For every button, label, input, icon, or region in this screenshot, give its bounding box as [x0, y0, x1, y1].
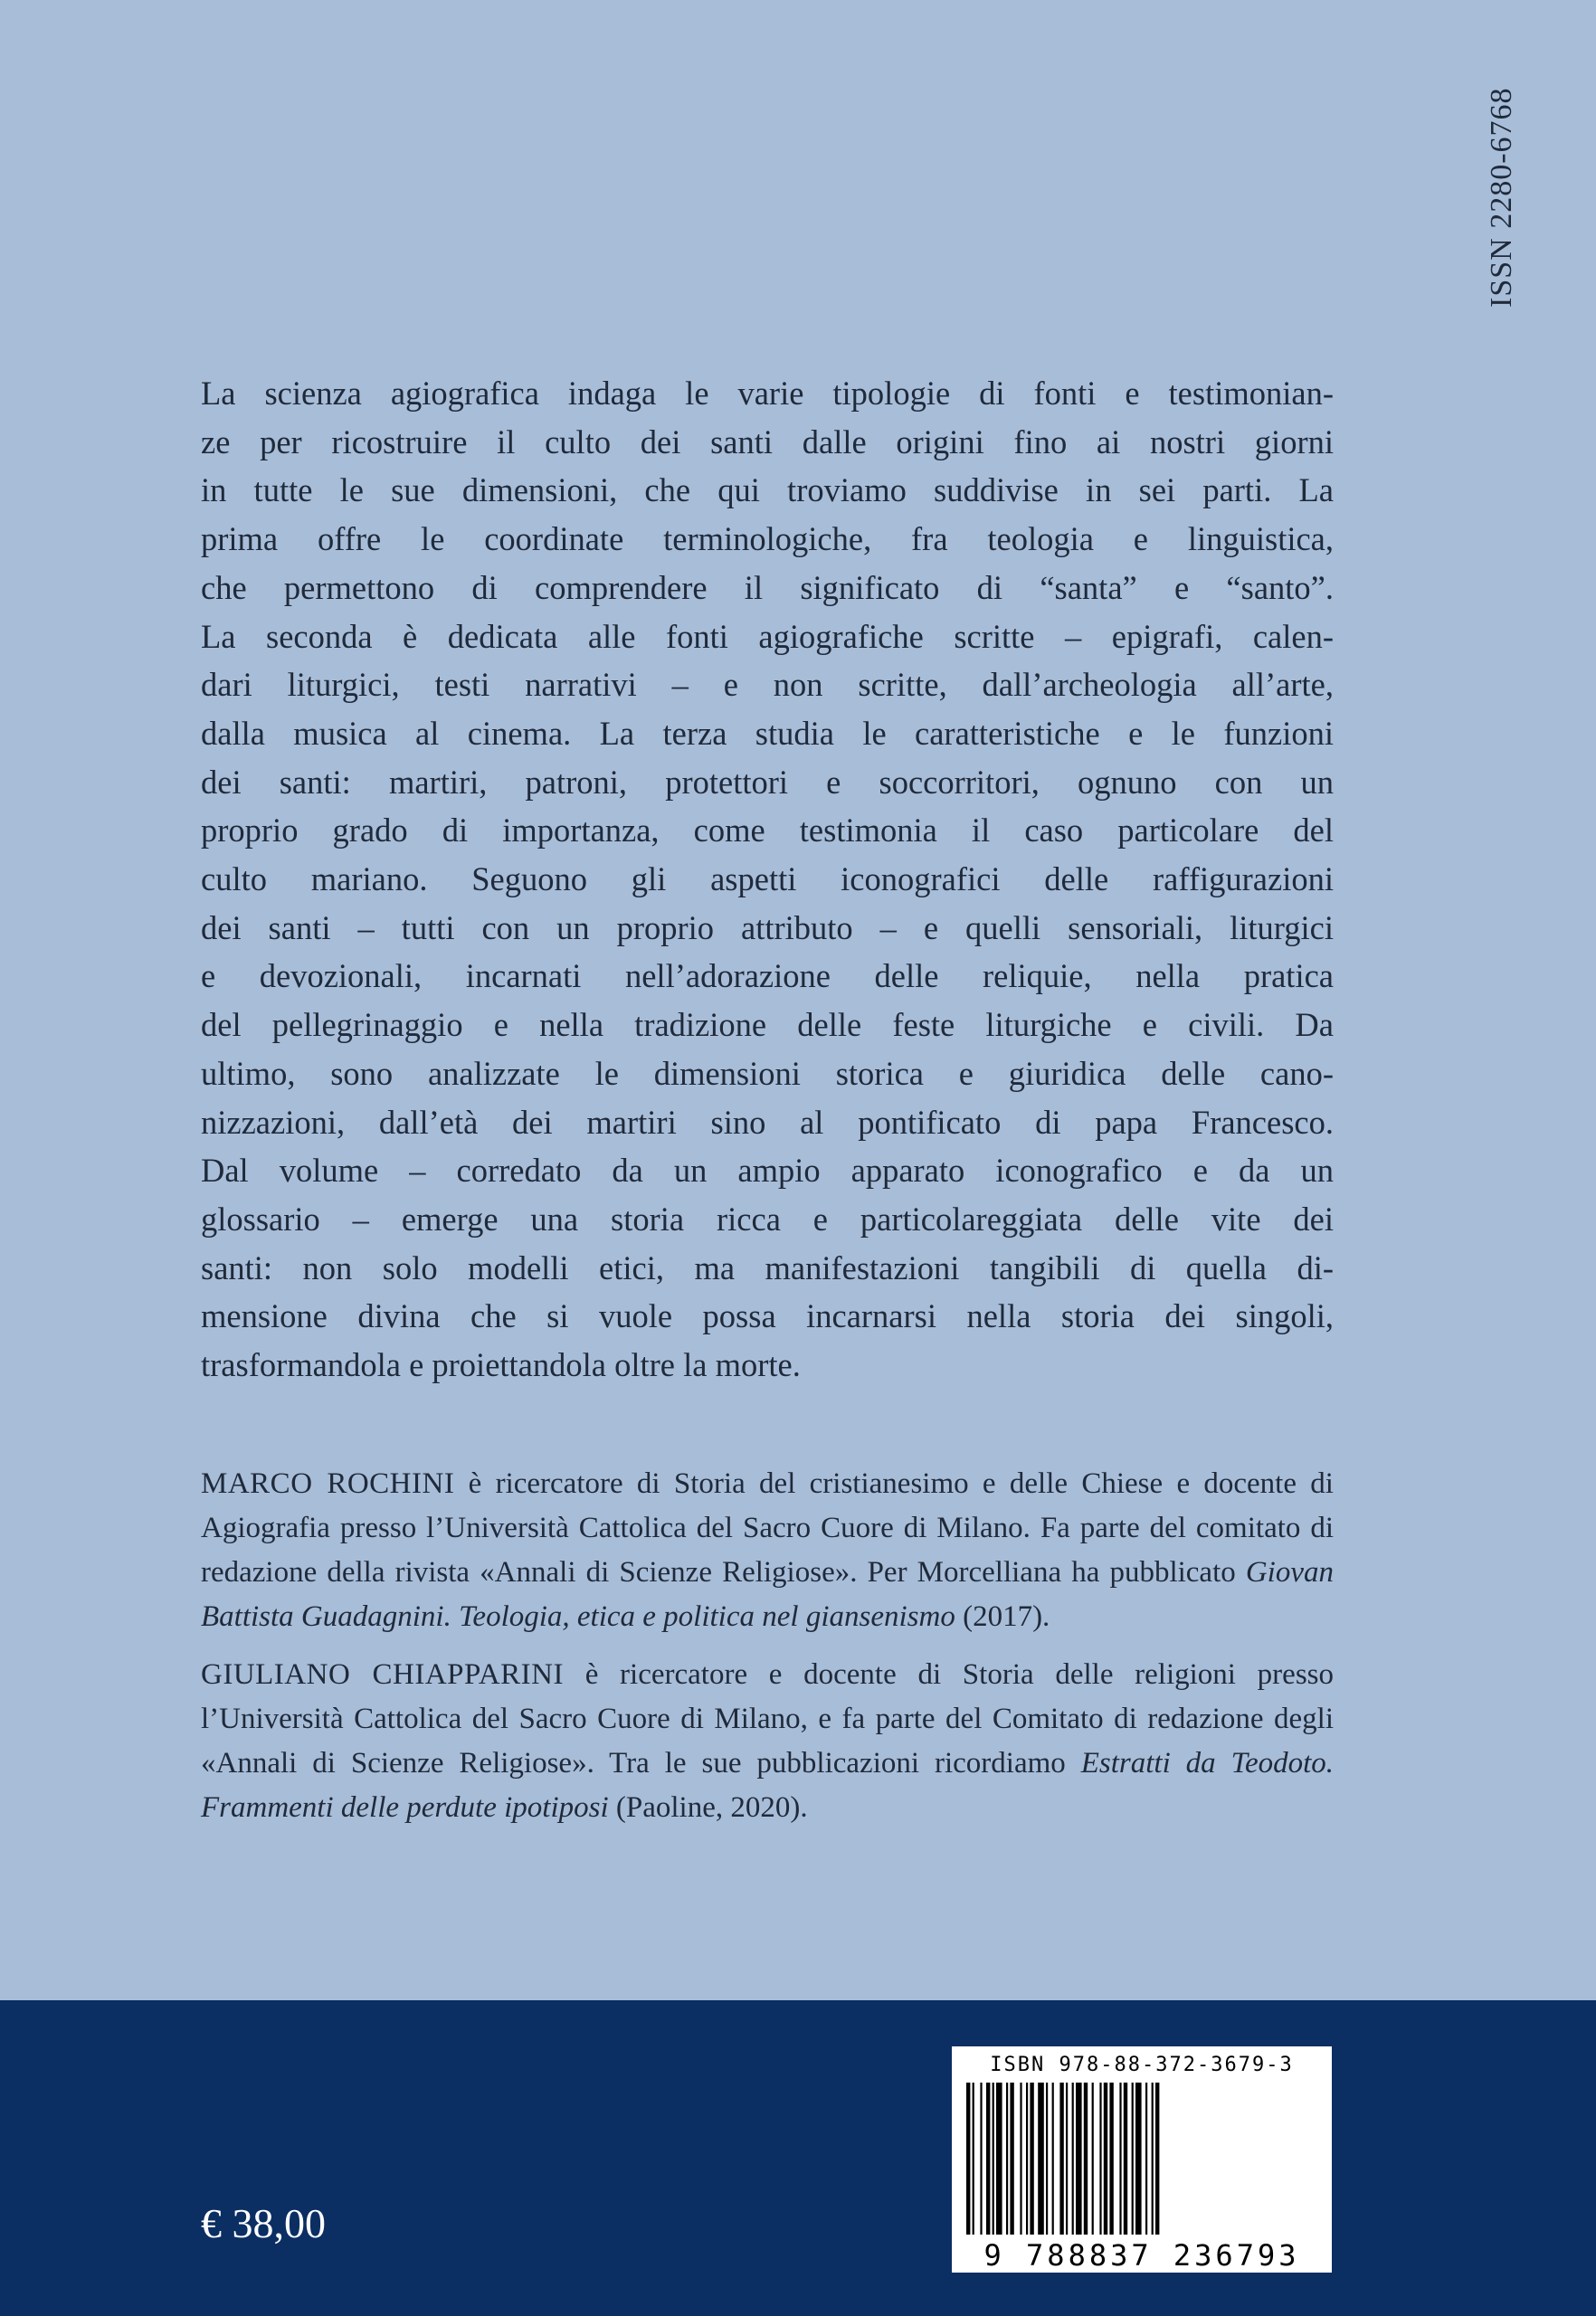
- barcode-bar: [1135, 2083, 1142, 2235]
- author-bio-text: (Paoline, 2020).: [608, 1791, 808, 1824]
- barcode-bar: [1006, 2083, 1008, 2235]
- barcode-bar: [996, 2083, 1002, 2235]
- barcode-bar: [1046, 2083, 1048, 2235]
- description-line: culto mariano. Seguono gli aspetti iconografici delle raffigurazioni: [201, 860, 1334, 898]
- description-line: in tutte le sue dimensioni, che qui troviamo suddivise in sei parti. La: [201, 471, 1334, 509]
- barcode-bar: [1109, 2083, 1113, 2235]
- description-line: Dal volume – corredato da un ampio apparato iconografico e da un: [201, 1152, 1334, 1190]
- description-line: santi: non solo modelli etici, ma manifestazioni tangibili di quella di-: [201, 1248, 1334, 1286]
- barcode-bar: [1145, 2083, 1147, 2235]
- barcode-bars: [966, 2083, 1317, 2235]
- book-title: Giovan Battista Guadagnini. Teologia, etica e politica nel giansenismo: [201, 1556, 1334, 1633]
- description-line: trasformandola e proiettandola oltre la morte.: [201, 1346, 801, 1384]
- barcode-bar: [1124, 2083, 1127, 2235]
- barcode-bar: [973, 2083, 974, 2235]
- barcode-bar: [980, 2083, 982, 2235]
- footer-band: [0, 2000, 1596, 2316]
- author-bio-text: è ricercatore di Storia del cristianesimo e delle Chiese e docente di Agiografia presso l’Università Cattolica del Sacro Cuore di Milano. Fa parte del comitato di redazione della rivista «Annali di Scienze Religiose». Per Morcelliana ha pubblicato: [201, 1467, 1334, 1589]
- description-line: del pellegrinaggio e nella tradizione delle feste liturgiche e civili. Da: [201, 1006, 1334, 1044]
- barcode-bar: [993, 2083, 994, 2235]
- barcode-bar: [1092, 2083, 1094, 2235]
- author-bio-chiapparini: [201, 1653, 1334, 1830]
- barcode-bar: [1072, 2083, 1074, 2235]
- author-bio-text: è ricercatore e docente di Storia delle religioni presso l’Università Cattolica del Sacro Cuore di Milano, e fa parte del Comitato di redazione degli «Annali di Scienze Religiose». Tra le sue pubblicazioni ricordiamo: [201, 1658, 1334, 1780]
- description-line: ze per ricostruire il culto dei santi dalle origini fino ai nostri giorni: [201, 422, 1334, 460]
- barcode-bar: [1104, 2083, 1107, 2235]
- barcode-bar: [1010, 2083, 1013, 2235]
- book-description: [201, 369, 1334, 1390]
- author-name-chiapparini: GIULIANO CHIAPPARINI: [201, 1658, 564, 1691]
- description-line: dalla musica al cinema. La terza studia le caratteristiche e le funzioni: [201, 714, 1334, 752]
- barcode-bar: [1038, 2083, 1044, 2235]
- barcode-bar: [1066, 2083, 1068, 2235]
- description-line: prima offre le coordinate terminologiche, fra teologia e linguistica,: [201, 520, 1334, 558]
- barcode-bar: [1076, 2083, 1082, 2235]
- barcode-bar: [1052, 2083, 1054, 2235]
- barcode-bar: [1084, 2083, 1088, 2235]
- author-bios: [201, 1462, 1334, 1830]
- description-line: nizzazioni, dall’età dei martiri sino al pontificato di papa Francesco.: [201, 1103, 1334, 1141]
- author-bio-rochini: [201, 1462, 1334, 1639]
- ean-digits: 9 788837 236793: [983, 2238, 1300, 2273]
- isbn-barcode: [952, 2046, 1332, 2273]
- barcode-bar: [1026, 2083, 1028, 2235]
- price-label: € 38,00: [201, 2200, 326, 2246]
- description-line: La scienza agiografica indaga le varie tipologie di fonti e testimonian-: [201, 375, 1334, 412]
- description-line: che permettono di comprendere il significato di “santa” e “santo”.: [201, 568, 1334, 606]
- description-line: proprio grado di importanza, come testimonia il caso particolare del: [201, 812, 1334, 850]
- barcode-bar: [1059, 2083, 1063, 2235]
- barcode-bar: [966, 2083, 970, 2235]
- barcode-bar: [1119, 2083, 1121, 2235]
- barcode-bar: [1132, 2083, 1134, 2235]
- description-line: mensione divina che si vuole possa incarnarsi nella storia dei singoli,: [201, 1297, 1334, 1335]
- description-line: dei santi: martiri, patroni, protettori e soccorritori, ognuno con un: [201, 763, 1334, 801]
- isbn-label: ISBN 978-88-372-3679-3: [990, 2054, 1294, 2076]
- issn-spine-text: ISSN 2280-6768: [1485, 87, 1518, 308]
- barcode-bar: [1152, 2083, 1154, 2235]
- description-line: dei santi – tutti con un proprio attributo – e quelli sensoriali, liturgici: [201, 908, 1334, 946]
- barcode-bar: [1155, 2083, 1159, 2235]
- description-line: La seconda è dedicata alle fonti agiografiche scritte – epigrafi, calen-: [201, 617, 1334, 655]
- barcode-bar: [1099, 2083, 1101, 2235]
- author-name-rochini: MARCO ROCHINI: [201, 1467, 455, 1500]
- barcode-bar: [1030, 2083, 1033, 2235]
- description-line: dari liturgici, testi narrativi – e non scritte, dall’archeologia all’arte,: [201, 666, 1334, 704]
- description-line: glossario – emerge una storia ricca e particolareggiata delle vite dei: [201, 1200, 1334, 1238]
- description-line: e devozionali, incarnati nell’adorazione delle reliquie, nella pratica: [201, 957, 1334, 995]
- barcode-bar: [986, 2083, 990, 2235]
- barcode-bar: [1020, 2083, 1021, 2235]
- author-bio-text: (2017).: [955, 1600, 1050, 1633]
- description-line: ultimo, sono analizzate le dimensioni storica e giuridica delle cano-: [201, 1054, 1334, 1092]
- book-title: Estratti da Teodoto. Frammenti delle perdute ipotiposi: [201, 1747, 1335, 1824]
